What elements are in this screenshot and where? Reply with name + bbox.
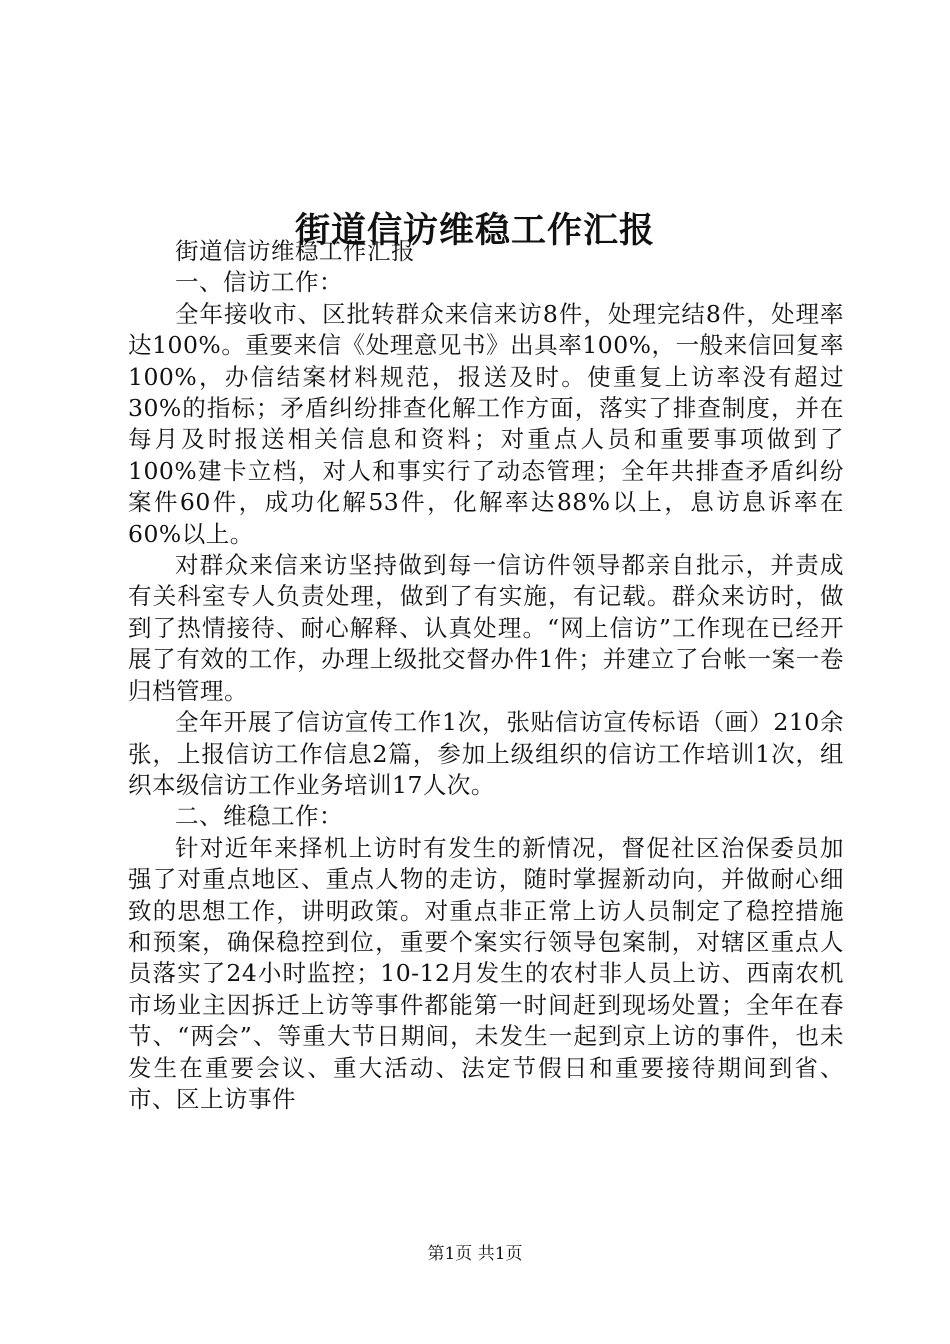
document-body [128,236,844,1115]
body-paragraph: 对群众来信来访坚持做到每一信访件领导都亲自批示，并责成有关科室专人负责处理，做到了有实施，有记载。群众来访时，做到了热情接待、耐心解释、认真处理。“网上信访”工作现在已经开展了有效的工作，办理上级批交督办件1件；并建立了台帐一案一卷归档管理。 [128,551,844,705]
body-paragraph: 针对近年来择机上访时有发生的新情况，督促社区治保委员加强了对重点地区、重点人物的走访，随时掌握新动向，并做耐心细致的思想工作，讲明政策。对重点非正常上访人员制定了稳控措施和预案，确保稳控到位，重要个案实行领导包案制，对辖区重点人员落实了24小时监控；10-12月发生的农村非人员上访、西南农机市场业主因拆迁上访等事件都能第一时间赶到现场处置；全年在春节、“两会”、等重大节日期间，未发生一起到京上访的事件，也未发生在重要会议、重大活动、法定节假日和重要接待期间到省、市、区上访事件 [128,833,844,1113]
page-number: 第1页 共1页 [427,1244,523,1264]
section-heading-weiwen: 二、维稳工作： [175,802,343,831]
body-paragraph: 全年接收市、区批转群众来信来访8件，处理完结8件，处理率达100%。重要来信《处理意见书》出具率100%，一般来信回复率100%，办信结案材料规范，报送及时。使重复上访率没有超过30%的指标；矛盾纠纷排查化解工作方面，落实了排查制度，并在每月及时报送相关信息和资料；对重点人员和重要事项做到了100%建卡立档，对人和事实行了动态管理；全年共排查矛盾纠纷案件60件，成功化解53件，化解率达88%以上，息访息诉率在60%以上。 [128,299,844,548]
page-title: 街道信访维稳工作汇报 [294,210,655,252]
body-paragraph: 全年开展了信访宣传工作1次，张贴信访宣传标语（画）210余张，上报信访工作信息2篇，参加上级组织的信访工作培训1次，组织本级信访工作业务培训17人次。 [128,708,844,799]
section-heading-xinfang: 一、信访工作： [175,268,343,297]
subtitle-paragraph: 街道信访维稳工作汇报 [175,237,415,265]
